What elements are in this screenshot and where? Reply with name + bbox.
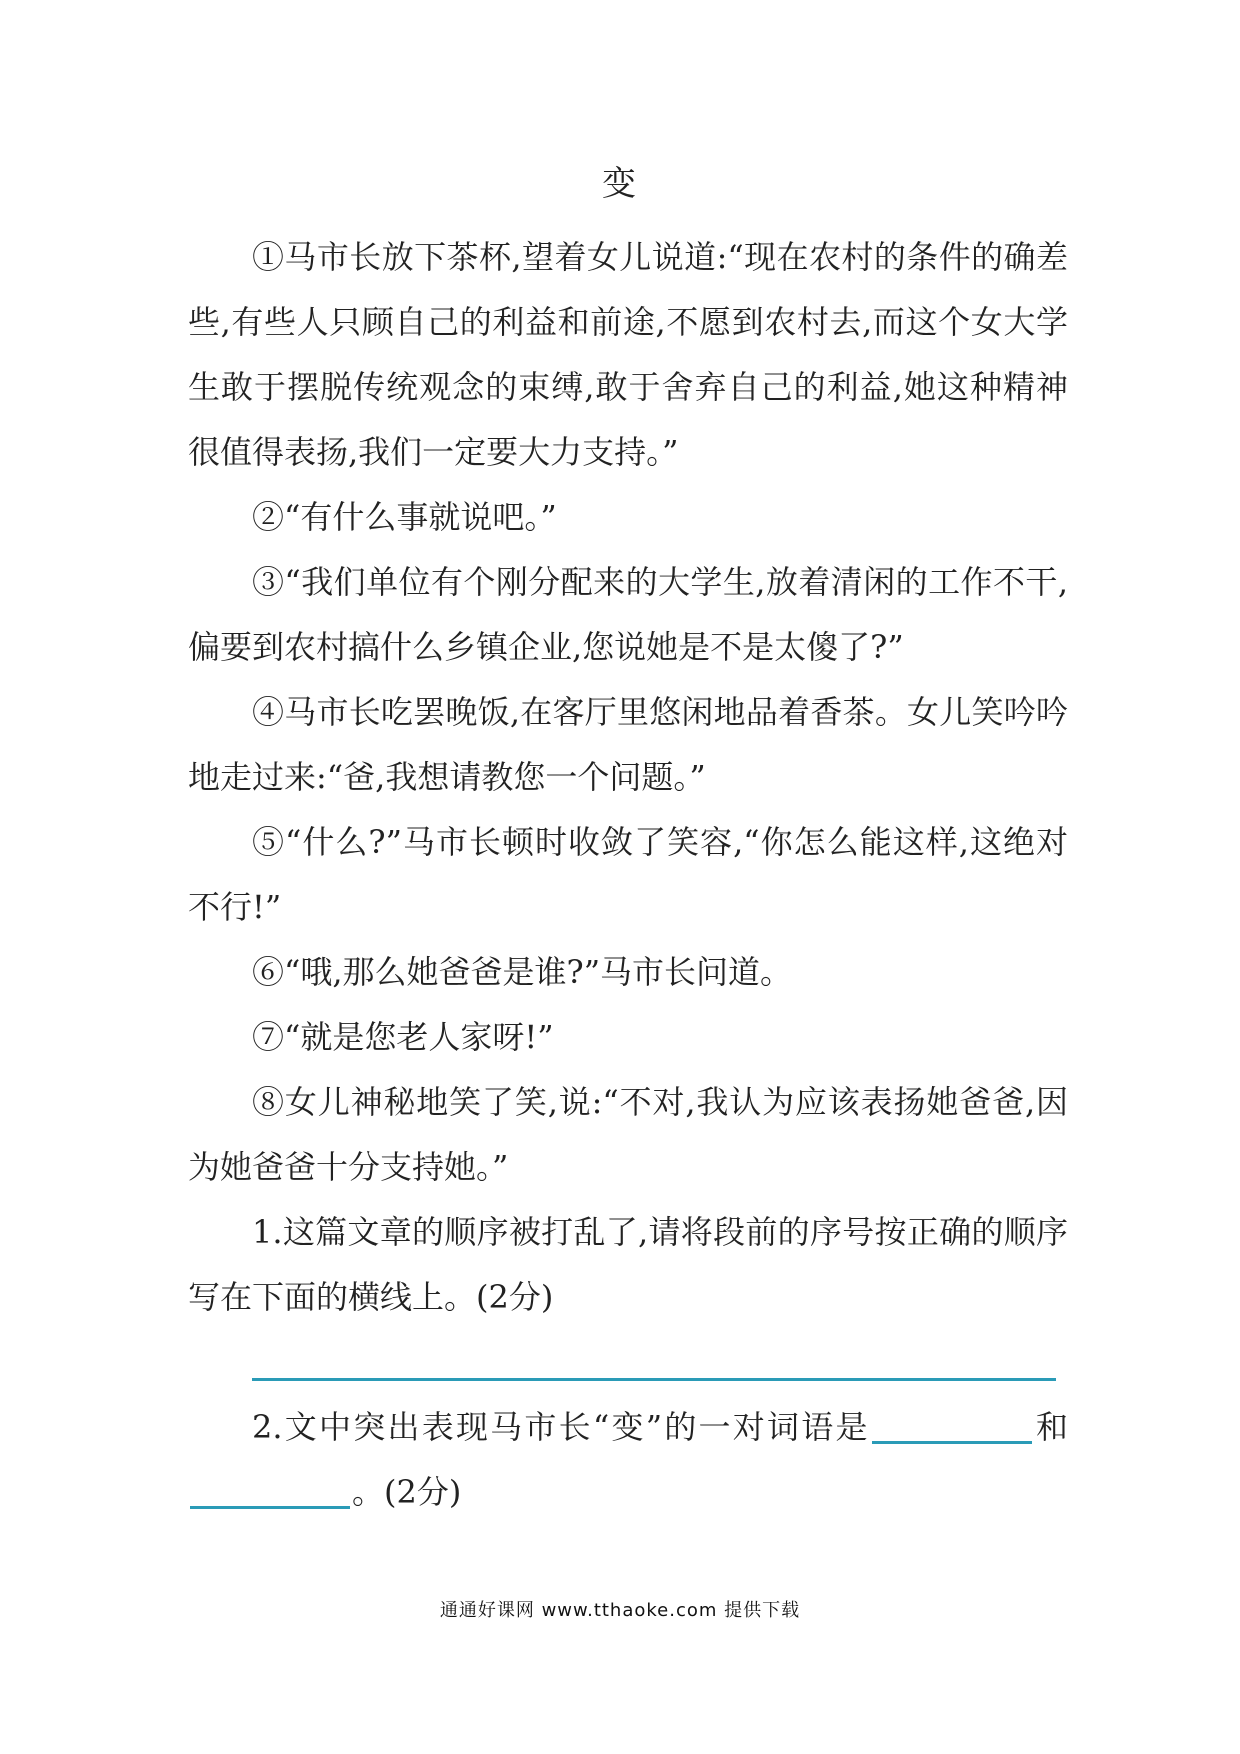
paragraph-2: ②“有什么事就说吧。” bbox=[252, 498, 557, 536]
question-2-score: 。(2分) bbox=[352, 1473, 462, 1511]
answer-underline bbox=[252, 1378, 1056, 1381]
answer-blank-1[interactable] bbox=[872, 1440, 1032, 1444]
question-2 bbox=[188, 1395, 1068, 1525]
question-1-answer-line[interactable] bbox=[188, 1330, 1068, 1395]
article-title: 变 bbox=[602, 164, 638, 204]
question-1: 1.这篇文章的顺序被打乱了,请将段前的序号按正确的顺序写在下面的横线上。(2分) bbox=[188, 1213, 1068, 1316]
question-2-and: 和 bbox=[1033, 1408, 1068, 1446]
footer-watermark: 通通好课网 www.tthaoke.com 提供下载 bbox=[439, 1600, 801, 1621]
paragraph-5: ⑤“什么?”马市长顿时收敛了笑容,“你怎么能这样,这绝对不行!” bbox=[188, 823, 1068, 926]
article-body bbox=[188, 225, 1068, 1525]
answer-blank-2[interactable] bbox=[190, 1505, 350, 1509]
paragraph-3: ③“我们单位有个刚分配来的大学生,放着清闲的工作不干,偏要到农村搞什么乡镇企业,您说她是不是太傻了?” bbox=[188, 563, 1068, 666]
paragraph-1: ①马市长放下茶杯,望着女儿说道:“现在农村的条件的确差些,有些人只顾自己的利益和前途,不愿到农村去,而这个女大学生敢于摆脱传统观念的束缚,敢于舍弃自己的利益,她这种精神很值得表扬,我们一定要大力支持。” bbox=[188, 238, 1068, 471]
paragraph-8: ⑧女儿神秘地笑了笑,说:“不对,我认为应该表扬她爸爸,因为她爸爸十分支持她。” bbox=[188, 1083, 1068, 1186]
paragraph-7: ⑦“就是您老人家呀!” bbox=[252, 1018, 554, 1056]
question-2-prompt: 2.文中突出表现马市长“变”的一对词语是 bbox=[252, 1408, 870, 1446]
paragraph-6: ⑥“哦,那么她爸爸是谁?”马市长问道。 bbox=[252, 953, 793, 991]
paragraph-4: ④马市长吃罢晚饭,在客厅里悠闲地品着香茶。女儿笑吟吟地走过来:“爸,我想请教您一个问题。” bbox=[188, 693, 1068, 796]
